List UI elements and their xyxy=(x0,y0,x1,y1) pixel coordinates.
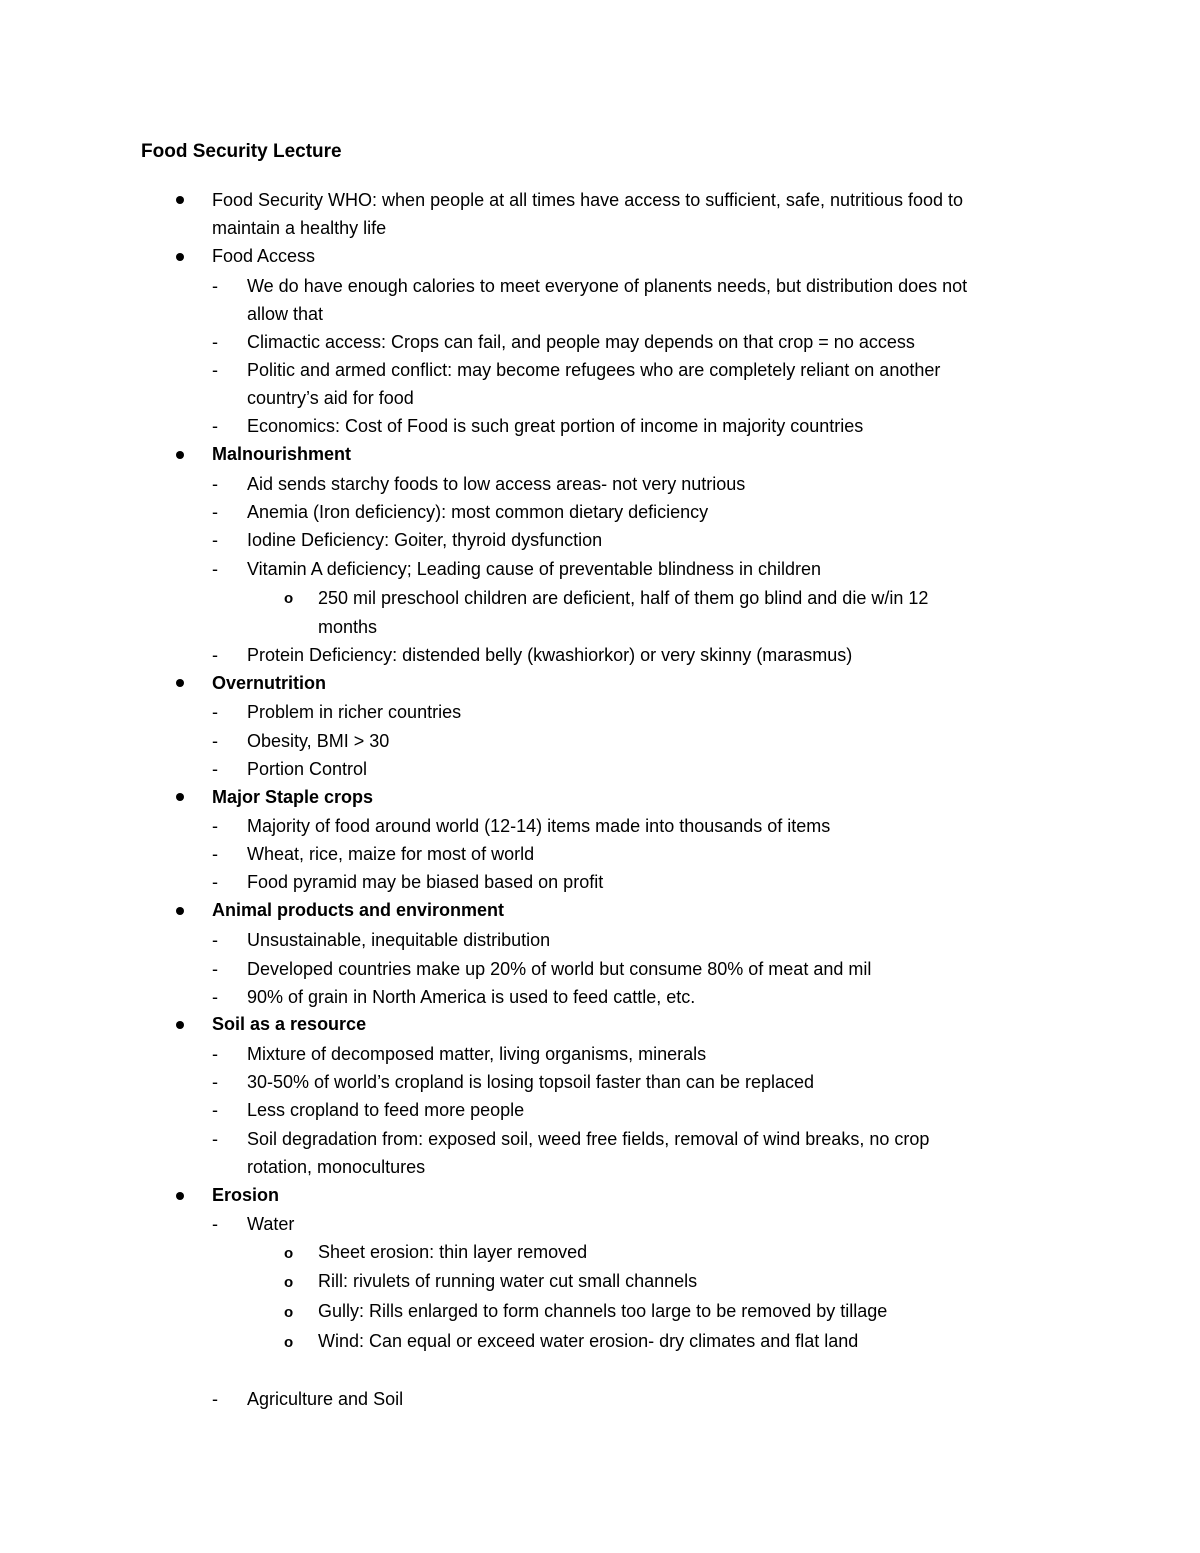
dash-marker: - xyxy=(212,276,218,296)
sub-list-item: 250 mil preschool children are deficient, half of them go blind and die w/in 12 xyxy=(318,588,929,608)
list-item: 30-50% of world’s cropland is losing topsoil faster than can be replaced xyxy=(247,1072,814,1092)
list-item: Iodine Deficiency: Goiter, thyroid dysfunction xyxy=(247,530,603,550)
dash-marker: - xyxy=(212,474,218,494)
dash-marker: - xyxy=(212,844,218,864)
list-item: Vitamin A deficiency; Leading cause of preventable blindness in children xyxy=(247,559,822,579)
bullet-icon xyxy=(176,1021,184,1029)
page-title: Food Security Lecture xyxy=(141,141,342,162)
food-security-text-cont: maintain a healthy life xyxy=(212,218,387,238)
sub-bullet-marker: o xyxy=(284,1274,294,1291)
dash-marker: - xyxy=(212,1129,218,1149)
list-item-cont: rotation, monocultures xyxy=(247,1157,426,1177)
sub-bullet-marker: o xyxy=(284,1334,294,1351)
list-item: Politic and armed conflict: may become refugees who are completely reliant on another xyxy=(247,360,941,380)
list-item: Aid sends starchy foods to low access areas- not very nutrious xyxy=(247,474,746,494)
section-heading-malnourishment: Malnourishment xyxy=(212,444,352,464)
sub-bullet-marker: o xyxy=(284,590,294,607)
dash-marker: - xyxy=(212,559,218,579)
bullet-icon xyxy=(176,793,184,801)
sub-bullet-marker: o xyxy=(284,1304,294,1321)
list-item: Obesity, BMI > 30 xyxy=(247,731,390,751)
list-item: 90% of grain in North America is used to feed cattle, etc. xyxy=(247,987,696,1007)
dash-marker: - xyxy=(212,645,218,665)
dash-marker: - xyxy=(212,360,218,380)
dash-marker: - xyxy=(212,332,218,352)
dash-marker: - xyxy=(212,872,218,892)
list-item: Soil degradation from: exposed soil, weed free fields, removal of wind breaks, no crop xyxy=(247,1129,930,1149)
list-item: Food pyramid may be biased based on profit xyxy=(247,872,604,892)
dash-marker: - xyxy=(212,1044,218,1064)
list-item: Mixture of decomposed matter, living organisms, minerals xyxy=(247,1044,707,1064)
dash-marker: - xyxy=(212,816,218,836)
dash-marker: - xyxy=(212,702,218,722)
section-heading-soil: Soil as a resource xyxy=(212,1014,367,1034)
list-item: Unsustainable, inequitable distribution xyxy=(247,930,551,950)
section-heading-animal-products: Animal products and environment xyxy=(212,900,505,920)
dash-marker: - xyxy=(212,987,218,1007)
section-heading-overnutrition: Overnutrition xyxy=(212,673,327,693)
dash-marker: - xyxy=(212,759,218,779)
dash-marker: - xyxy=(212,530,218,550)
list-item-cont: country’s aid for food xyxy=(247,388,414,408)
bullet-icon xyxy=(176,1192,184,1200)
food-security-text: Food Security WHO: when people at all times have access to sufficient, safe, nutritious food to xyxy=(212,190,964,210)
bullet-icon xyxy=(176,451,184,459)
bullet-icon xyxy=(176,907,184,915)
list-item: We do have enough calories to meet everyone of planents needs, but distribution does not xyxy=(247,276,968,296)
dash-marker: - xyxy=(212,731,218,751)
list-item: Portion Control xyxy=(247,759,368,779)
dash-marker: - xyxy=(212,1072,218,1092)
dash-marker: - xyxy=(212,1100,218,1120)
list-item: Protein Deficiency: distended belly (kwashiorkor) or very skinny (marasmus) xyxy=(247,645,853,665)
list-item: Climactic access: Crops can fail, and people may depends on that crop = no access xyxy=(247,332,915,352)
list-item: Majority of food around world (12-14) items made into thousands of items xyxy=(247,816,831,836)
sub-list-item: Gully: Rills enlarged to form channels too large to be removed by tillage xyxy=(318,1301,888,1321)
dash-marker: - xyxy=(212,930,218,950)
bullet-icon xyxy=(176,253,184,261)
dash-marker: - xyxy=(212,1389,218,1409)
dash-marker: - xyxy=(212,416,218,436)
list-item: Less cropland to feed more people xyxy=(247,1100,525,1120)
section-heading-erosion: Erosion xyxy=(212,1185,280,1205)
food-access-heading: Food Access xyxy=(212,246,316,266)
list-item: Developed countries make up 20% of world but consume 80% of meat and mil xyxy=(247,959,872,979)
sub-list-item: Sheet erosion: thin layer removed xyxy=(318,1242,588,1262)
list-item: Wheat, rice, maize for most of world xyxy=(247,844,535,864)
sub-bullet-marker: o xyxy=(284,1245,294,1262)
sub-list-item-cont: months xyxy=(318,617,378,637)
list-item: Economics: Cost of Food is such great portion of income in majority countries xyxy=(247,416,864,436)
list-item: Anemia (Iron deficiency): most common dietary deficiency xyxy=(247,502,709,522)
list-item-cont: allow that xyxy=(247,304,324,324)
sub-list-item: Wind: Can equal or exceed water erosion- dry climates and flat land xyxy=(318,1331,859,1351)
bullet-icon xyxy=(176,196,184,204)
sub-list-item: Rill: rivulets of running water cut small channels xyxy=(318,1271,698,1291)
list-item: Problem in richer countries xyxy=(247,702,462,722)
list-item: Agriculture and Soil xyxy=(247,1389,404,1409)
dash-marker: - xyxy=(212,502,218,522)
dash-marker: - xyxy=(212,959,218,979)
bullet-icon xyxy=(176,679,184,687)
section-heading-staple-crops: Major Staple crops xyxy=(212,787,374,807)
dash-marker: - xyxy=(212,1214,218,1234)
list-item: Water xyxy=(247,1214,295,1234)
